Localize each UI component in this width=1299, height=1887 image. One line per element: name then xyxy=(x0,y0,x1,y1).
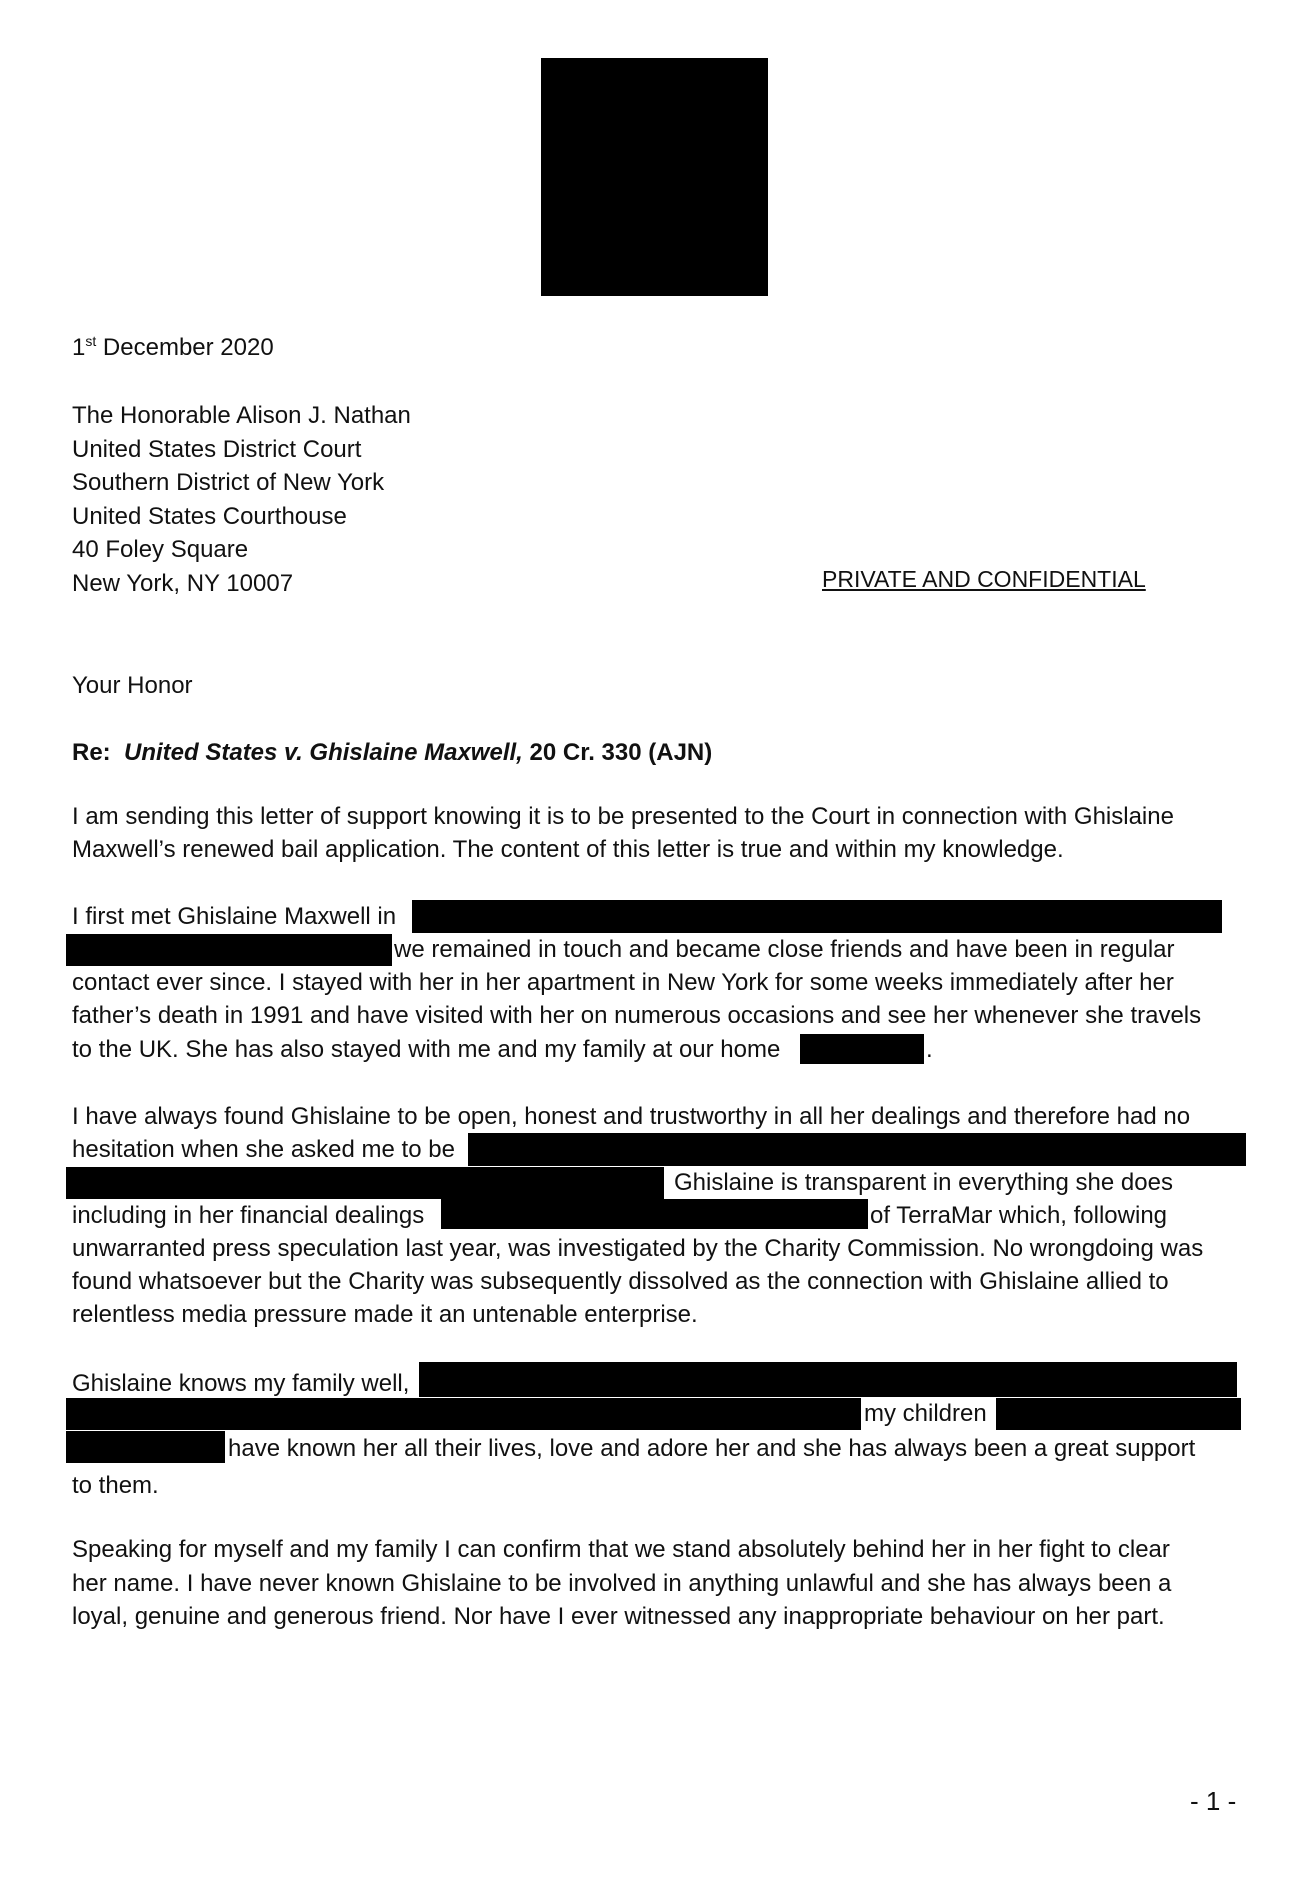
re-line: Re: United States v. Ghislaine Maxwell, 20 Cr. 330 (AJN) xyxy=(72,739,713,766)
recipient-line-5: 40 Foley Square xyxy=(72,536,249,563)
redaction-p4-a xyxy=(419,1362,1237,1397)
recipient-line-4: United States Courthouse xyxy=(72,503,347,530)
redaction-p2-b xyxy=(66,934,392,966)
redaction-p2-c xyxy=(800,1034,924,1064)
redaction-p4-c xyxy=(996,1398,1241,1430)
p2-line-4: father’s death in 1991 and have visited with her on numerous occasions and see her whenever she travels xyxy=(72,1002,1202,1029)
p1-line-1: I am sending this letter of support knowing it is to be presented to the Court in connection with Ghislaine xyxy=(72,803,1174,830)
p2-line-5: to the UK. She has also stayed with me and my family at our home xyxy=(72,1036,781,1063)
p3-line-7: relentless media pressure made it an untenable enterprise. xyxy=(72,1301,698,1328)
redaction-p3-c xyxy=(441,1199,868,1229)
p3-line-4: including in her financial dealings xyxy=(72,1202,425,1229)
p2-line-2: we remained in touch and became close friends and have been in regular xyxy=(394,936,1175,963)
recipient-line-6: New York, NY 10007 xyxy=(72,570,294,597)
p4-line-4: to them. xyxy=(72,1472,159,1499)
p2-line-1: I first met Ghislaine Maxwell in xyxy=(72,903,397,930)
redaction-p4-b xyxy=(66,1398,861,1430)
page-number: - 1 - xyxy=(1190,1786,1237,1816)
redaction-p3-a xyxy=(468,1133,1246,1166)
recipient-line-2: United States District Court xyxy=(72,436,362,463)
redaction-p2-a xyxy=(412,900,1222,933)
p3-line-1: I have always found Ghislaine to be open, honest and trustworthy in all her dealings and therefore had no xyxy=(72,1103,1191,1130)
p3-line-5: unwarranted press speculation last year, was investigated by the Charity Commission. No wrongdoing was xyxy=(72,1235,1204,1262)
p4-line-2: my children xyxy=(864,1400,987,1427)
confidential-notice: PRIVATE AND CONFIDENTIAL xyxy=(822,566,1146,592)
recipient-line-1: The Honorable Alison J. Nathan xyxy=(72,402,411,429)
p2-line-5-end: . xyxy=(926,1036,933,1063)
p1-line-2: Maxwell’s renewed bail application. The content of this letter is true and within my knowledge. xyxy=(72,836,1064,863)
p3-line-2: hesitation when she asked me to be xyxy=(72,1136,455,1163)
recipient-line-3: Southern District of New York xyxy=(72,469,385,496)
p5-line-2: her name. I have never known Ghislaine to be involved in anything unlawful and she has always been a xyxy=(72,1570,1172,1597)
p2-line-3: contact ever since. I stayed with her in her apartment in New York for some weeks immediately after her xyxy=(72,969,1174,996)
p3-line-4-end: of TerraMar which, following xyxy=(870,1202,1168,1229)
redaction-p3-b xyxy=(66,1167,664,1199)
p5-line-1: Speaking for myself and my family I can confirm that we stand absolutely behind her in her fight to clear xyxy=(72,1536,1170,1563)
p4-line-3: have known her all their lives, love and adore her and she has always been a great support xyxy=(228,1435,1196,1462)
letter-date: 1st December 2020 xyxy=(72,333,274,361)
salutation: Your Honor xyxy=(72,672,193,699)
p5-line-3: loyal, genuine and generous friend. Nor have I ever witnessed any inappropriate behaviour on her part. xyxy=(72,1603,1165,1630)
letterhead-redaction xyxy=(541,58,768,296)
redaction-p4-d xyxy=(66,1431,225,1463)
p4-line-1: Ghislaine knows my family well, xyxy=(72,1370,410,1397)
p3-line-3: Ghislaine is transparent in everything she does xyxy=(674,1169,1173,1196)
p3-line-6: found whatsoever but the Charity was subsequently dissolved as the connection with Ghislaine allied to xyxy=(72,1268,1169,1295)
